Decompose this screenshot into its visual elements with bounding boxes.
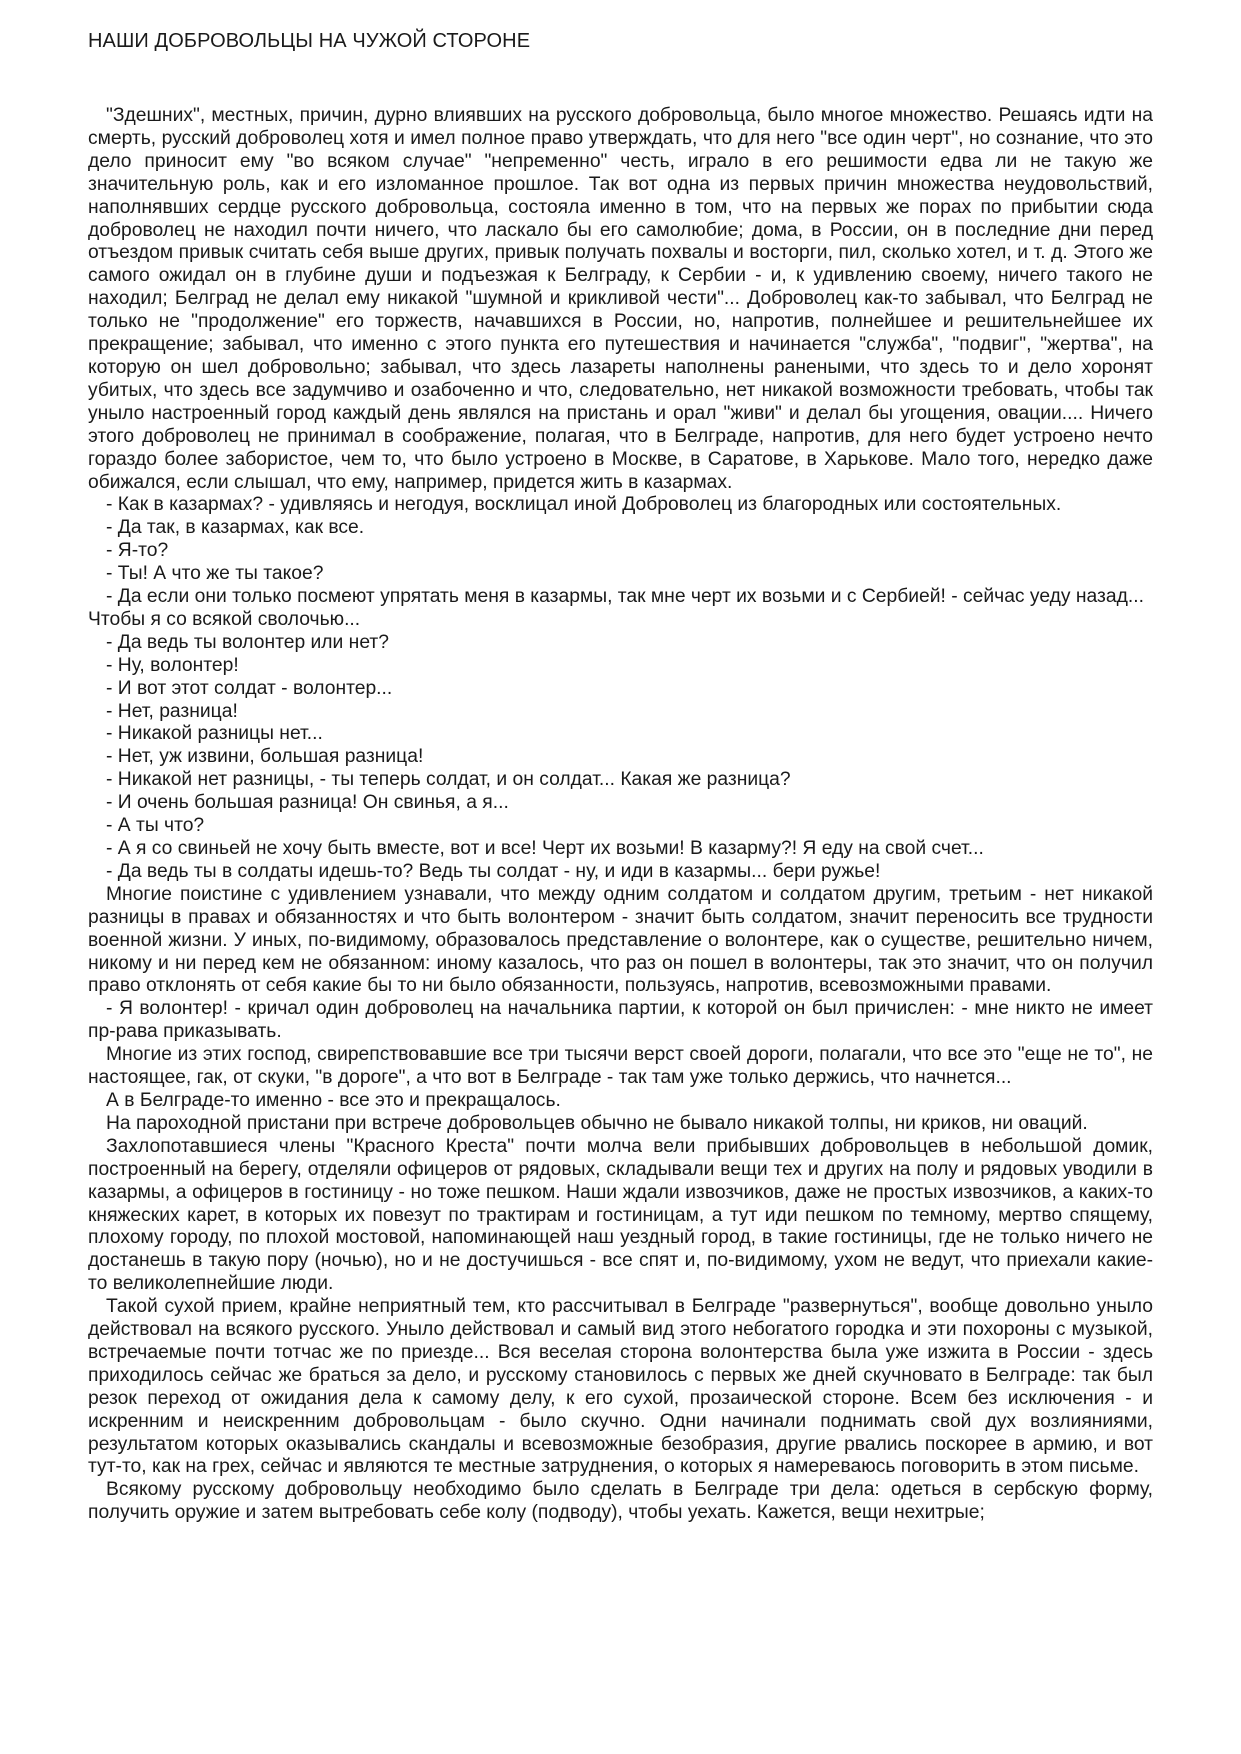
dialogue-line: - Нет, уж извини, большая разница! xyxy=(106,746,424,768)
paragraph: Всякому русскому добровольцу необходимо было сделать в Белграде три дела: одеться в сербскую форму, получить оружие и затем вытребовать себе колу (подводу), чтобы уехать. Кажется, вещи нехитрые; xyxy=(88,1479,1153,1524)
paragraph: Многие из этих господ, свирепствовавшие все три тысячи верст своей дороги, полагали, что все это "еще не то", не настоящее, гак, от скуки, "в дороге", а что вот в Белграде - так там уже только держись, что начнется... xyxy=(88,1044,1153,1089)
dialogue-line: - Я-то? xyxy=(106,540,169,562)
dialogue-line: - Да если они только посмеют упрятать меня в казармы, так мне черт их возьми и с Сербией! - сейчас уеду назад... Чтобы я со всякой сволочью... xyxy=(88,586,1144,630)
dialogue-line: - Как в казармах? - удивляясь и негодуя, восклицал иной Доброволец из благородных или состоятельных. xyxy=(106,494,1062,516)
dialogue-line: - Ну, волонтер! xyxy=(106,654,239,676)
dialogue-line: - И очень большая разница! Он свинья, а я... xyxy=(106,792,509,814)
paragraph: Захлопотавшиеся члены "Красного Креста" почти молча вели прибывших добровольцев в небольшой домик, построенный на берегу, отделяли офицеров от рядовых, складывали вещи тех и других на полу и рядовых уводили в казармы, а офицеров в гостиницу - но тоже пешком. Наши ждали извозчиков, даже не простых извозчиков, а каких-то княжеских карет, в которых их повезут по трактирам и гостиницам, а тут иди пешком по темному, мертво спящему, плохому городу, по плохой мостовой, напоминающей наш уездный город, в такие гостиницы, где не только ничего не достанешь в такую пору (ночью), но и не достучишься - все спят и, по-видимому, ухом не ведут, что приехали какие-то великолепнейшие люди. xyxy=(88,1135,1153,1295)
dialogue-line: А в Белграде-то именно - все это и прекращалось. xyxy=(106,1089,561,1111)
dialogue-line: - А я со свиньей не хочу быть вместе, вот и все! Черт их возьми! В казарму?! Я еду на свой счет... xyxy=(106,838,984,859)
dialogue-line: - Никакой разницы нет... xyxy=(106,723,323,745)
page-header-title: НАШИ ДОБРОВОЛЬЦЫ НА ЧУЖОЙ СТОРОНЕ xyxy=(88,30,531,52)
dialogue-line: - И вот этот солдат - волонтер... xyxy=(106,677,393,699)
paragraph: Такой сухой прием, крайне неприятный тем, кто рассчитывал в Белграде "развернуться", вообще довольно уныло действовал на всякого русского. Уныло действовал и самый вид этого небогатого городка и эти похороны с музыкой, встречаемые почти тотчас же по приезде... Вся веселая сторона волонтерства была уже изжита в России - здесь приходилось сейчас же браться за дело, и русскому становилось с первых же дней скучновато в Белграде: так был резок переход от ожидания дела к самому делу, к его сухой, прозаической стороне. Всем без исключения - и искренним и неискренним добровольцам - было скучно. Одни начинали поднимать свой дух возлияниями, результатом которых оказывались скандалы и всевозможные безобразия, другие рвались поскорее в армию, и вот тут-то, как на грех, сейчас и являются те местные затруднения, о которых я намереваюсь поговорить в этом письме. xyxy=(88,1296,1153,1478)
paragraph: - Я волонтер! - кричал один доброволец на начальника партии, к которой он был причислен: - мне никто не имеет пр-рава приказывать. xyxy=(88,998,1153,1043)
dialogue-line: - Никакой нет разницы, - ты теперь солдат, и он солдат... Какая же разница? xyxy=(106,769,791,791)
dialogue-line: - Нет, разница! xyxy=(106,700,238,722)
dialogue-line: - Да ведь ты волонтер или нет? xyxy=(106,631,389,653)
paragraph: "Здешних", местных, причин, дурно влиявших на русского добровольца, было многое множество. Решаясь идти на смерть, русский доброволец хотя и имел полное право утверждать, что для него "все один черт", но сознание, что это дело приносит ему "во всяком случае" "непременно" честь, играло в его решимости едва ли не такую же значительную роль, как и его изломанное прошлое. Так вот одна из первых причин множества неудовольствий, наполнявших сердце русского добровольца, состояла именно в том, что на первых же порах по прибытии сюда доброволец не находил почти ничего, что ласкало бы его самолюбие; дома, в России, он в последние дни перед отъездом привык считать себя выше других, привык получать похвалы и восторги, пил, сколько хотел, и т. д. Этого же самого ожидал он в глубине души и подъезжая к Белграду, к Сербии - и, к удивлению своему, ничего такого не находил; Белград не делал ему никакой "шумной и крикливой чести"... Доброволец как-то забывал, что Белград не только не "продолжение" его торжеств, начавшихся в России, но, напротив, полнейшее и решительнейшее их прекращение; забывал, что именно с этого пункта его путешествия и начинается "служба", "подвиг", "жертва", на которую он шел добровольно; забывал, что здесь лазареты наполнены ранеными, что здесь то и дело хоронят убитых, что здесь все задумчиво и озабоченно и что, следовательно, нет никакой возможности требовать, чтобы так уныло настроенный город каждый день являлся на пристань и орал "живи" и делал бы угощения, овации.... Ничего этого доброволец не принимал в соображение, полагая, что в Белграде, напротив, для него будет устроено нечто гораздо более забористое, чем то, что было устроено в Москве, в Саратове, в Харькове. Мало того, нередко даже обижался, если слышал, что ему, например, придется жить в казармах. xyxy=(88,105,1153,493)
dialogue-line: - Да так, в казармах, как все. xyxy=(106,517,365,539)
dialogue-line: - Да ведь ты в солдаты идешь-то? Ведь ты солдат - ну, и иди в казармы... бери ружье! xyxy=(106,860,881,882)
dialogue-line: - А ты что? xyxy=(106,815,205,837)
paragraph: Многие поистине с удивлением узнавали, что между одним солдатом и солдатом другим, третьим - нет никакой разницы в правах и обязанностях и что быть волонтером - значит быть солдатом, значит переносить все трудности военной жизни. У иных, по-видимому, образовалось представление о волонтере, как о существе, решительно ничем, никому и ни перед кем не обязанном: иному казалось, что раз он пошел в волонтеры, так это значит, что он получил право отклонять от себя какие бы то ни было обязанности, пользуясь, напротив, всевозможными правами. xyxy=(88,883,1153,997)
article-body xyxy=(88,105,1153,1525)
paragraph: На пароходной пристани при встрече добровольцев обычно не бывало никакой толпы, ни криков, ни оваций. xyxy=(106,1112,1088,1134)
dialogue-line: - Ты! А что же ты такое? xyxy=(106,563,324,585)
